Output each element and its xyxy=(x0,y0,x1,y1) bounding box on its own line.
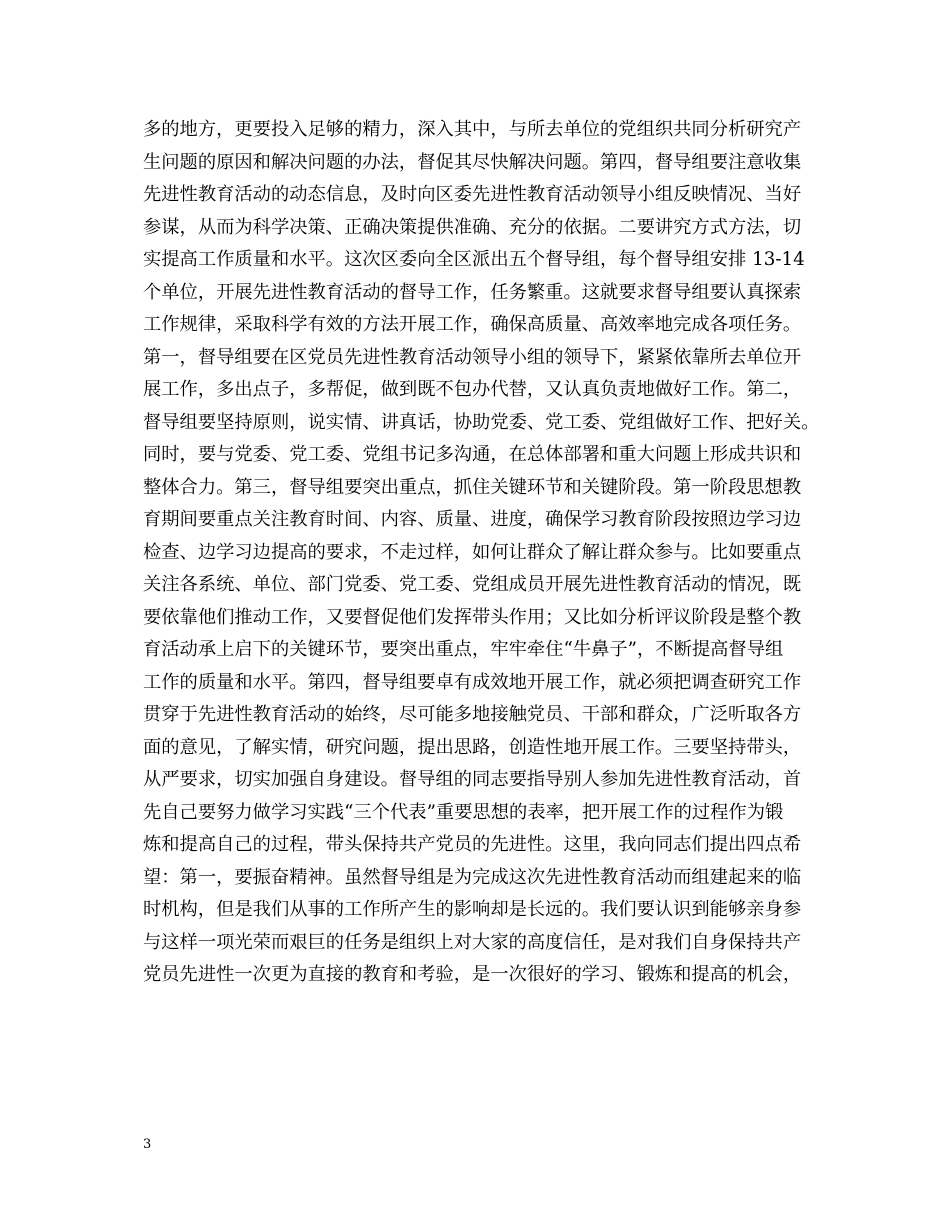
text-line: 多的地方，更要投入足够的精力，深入其中，与所去单位的党组织共同分析研究产 xyxy=(143,119,802,140)
text-line: 整体合力。第三，督导组要突出重点，抓住关键环节和关键阶段。第一阶段思想教 xyxy=(143,476,802,498)
text-line: 要依靠他们推动工作，又要督促他们发挥带头作用；又比如分析评议阶段是整个教 xyxy=(143,606,802,628)
text-line: 望：第一，要振奋精神。虽然督导组是为完成这次先进性教育活动而组建起来的临 xyxy=(143,866,802,888)
text-line: 参谋，从而为科学决策、正确决策提供准确、充分的依据。二要讲究方式方法，切 xyxy=(143,216,802,238)
text-line: 生问题的原因和解决问题的办法，督促其尽快解决问题。第四，督导组要注意收集 xyxy=(143,151,802,173)
text-line: 工作规律，采取科学有效的方法开展工作，确保高质量、高效率地完成各项任务。 xyxy=(143,314,802,335)
page-number: 3 xyxy=(143,1137,152,1152)
text-line: 时机构，但是我们从事的工作所产生的影响却是长远的。我们要认识到能够亲身参 xyxy=(143,899,802,920)
text-line: 贯穿于先进性教育活动的始终，尽可能多地接触党员、干部和群众，广泛听取各方 xyxy=(143,704,802,725)
text-line: 同时，要与党委、党工委、党组书记多沟通，在总体部署和重大问题上形成共识和 xyxy=(143,444,802,465)
text-line: 育活动承上启下的关键环节，要突出重点，牢牢牵住“牛鼻子”，不断提高督导组 xyxy=(143,639,784,660)
text-line: 展工作，多出点子，多帮促，做到既不包办代替，又认真负责地做好工作。第二， xyxy=(143,379,802,400)
text-line: 督导组要坚持原则，说实情、讲真话，协助党委、党工委、党组做好工作、把好关。 xyxy=(143,411,820,433)
text-line: 育期间要重点关注教育时间、内容、质量、进度，确保学习教育阶段按照边学习边 xyxy=(143,509,802,530)
text-line: 先自己要努力做学习实践“三个代表”重要思想的表率，把开展工作的过程作为锻 xyxy=(143,801,784,823)
text-line: 从严要求，切实加强自身建设。督导组的同志要指导别人参加先进性教育活动，首 xyxy=(143,769,802,790)
text-line: 炼和提高自己的过程，带头保持共产党员的先进性。这里，我向同志们提出四点希 xyxy=(143,834,802,855)
body-text xyxy=(143,114,843,992)
text-line: 党员先进性一次更为直接的教育和考验，是一次很好的学习、锻炼和提高的机会， xyxy=(143,964,802,985)
text-line: 与这样一项光荣而艰巨的任务是组织上对大家的高度信任，是对我们自身保持共产 xyxy=(143,931,802,953)
text-line: 面的意见，了解实情，研究问题，提出思路，创造性地开展工作。三要坚持带头， xyxy=(143,736,802,758)
text-line: 第一，督导组要在区党员先进性教育活动领导小组的领导下，紧紧依靠所去单位开 xyxy=(143,346,802,368)
text-line: 实提高工作质量和水平。这次区委向全区派出五个督导组，每个督导组安排 13-14 xyxy=(143,249,805,270)
text-line: 工作的质量和水平。第四，督导组要卓有成效地开展工作，就必须把调查研究工作 xyxy=(143,671,802,693)
text-line: 关注各系统、单位、部门党委、党工委、党组成员开展先进性教育活动的情况，既 xyxy=(143,574,802,595)
text-line: 先进性教育活动的动态信息，及时向区委先进性教育活动领导小组反映情况、当好 xyxy=(143,184,802,205)
text-line: 检查、边学习边提高的要求，不走过样，如何让群众了解让群众参与。比如要重点 xyxy=(143,541,802,563)
text-line: 个单位，开展先进性教育活动的督导工作，任务繁重。这就要求督导组要认真探索 xyxy=(143,281,802,303)
